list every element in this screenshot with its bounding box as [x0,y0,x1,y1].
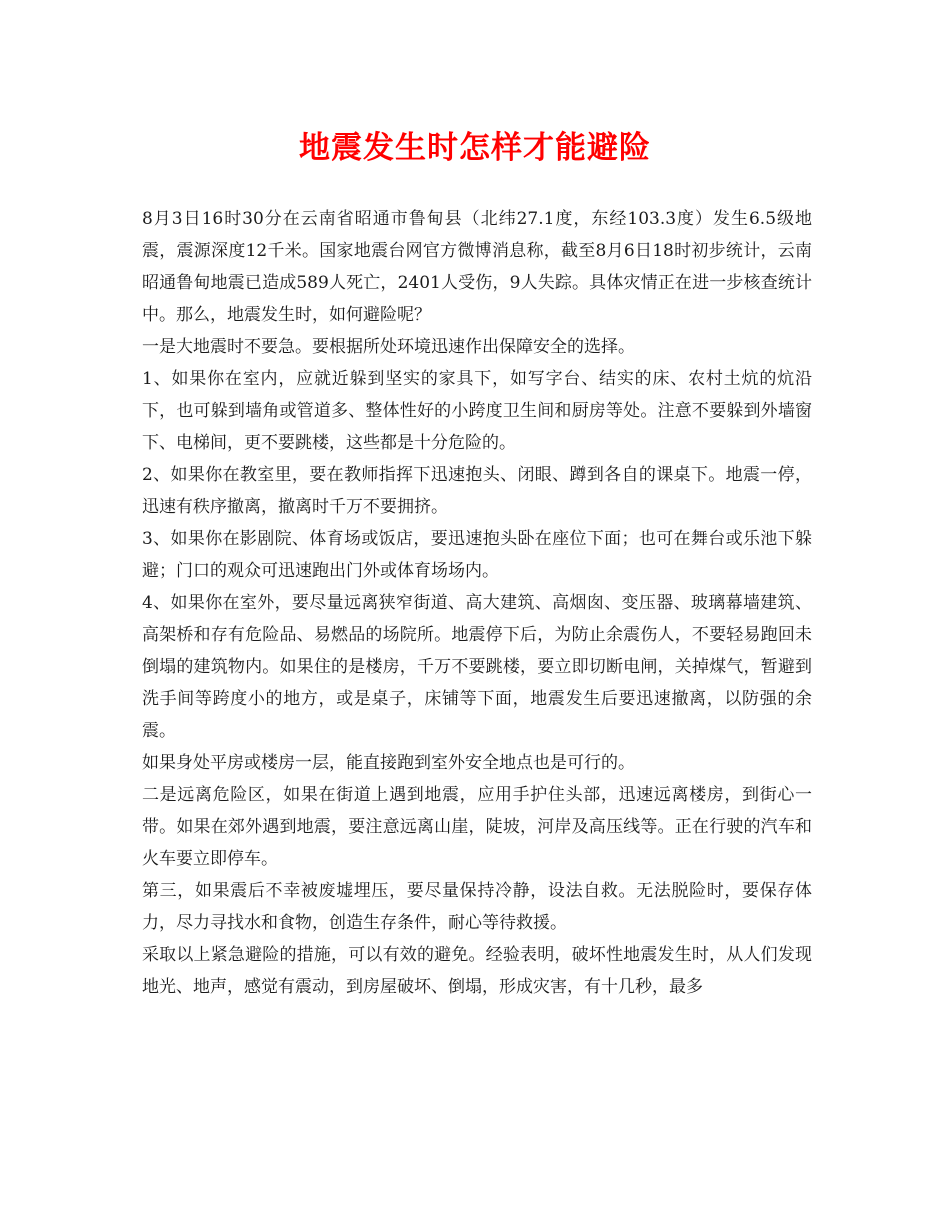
paragraph-indoor: 1、如果你在室内，应就近躲到坚实的家具下，如写字台、结实的床、农村土炕的炕沿下，也可躲到墙角或管道多、整体性好的小跨度卫生间和厨房等处。注意不要躲到外墙窗下、电梯间，更不要跳楼，这些都是十分危险的。 [142,369,812,453]
document-title: 地震发生时怎样才能避险 [299,130,651,166]
paragraph-classroom: 2、如果你在教室里，要在教师指挥下迅速抱头、闭眼、蹲到各自的课桌下。地震一停，迅速有秩序撤离，撤离时千万不要拥挤。 [142,465,812,517]
paragraph-conclusion: 采取以上紧急避险的措施，可以有效的避免。经验表明，破坏性地震发生时，从人们发现地光、地声，感觉有震动，到房屋破坏、倒塌，形成灾害，有十几秒，最多 [142,945,812,997]
document-body [142,203,812,1003]
paragraph-outdoor: 4、如果你在室外，要尽量远离狭窄街道、高大建筑、高烟囱、变压器、玻璃幕墙建筑、高架桥和存有危险品、易燃品的场院所。地震停下后，为防止余震伤人，不要轻易跑回未倒塌的建筑物内。如果住的是楼房，千万不要跳楼，要立即切断电闸，关掉煤气，暂避到洗手间等跨度小的地方，或是桌子，床铺等下面，地震发生后要迅速撤离，以防强的余震。 [142,593,812,741]
paragraph-point-two: 二是远离危险区，如果在街道上遇到地震，应用手护住头部，迅速远离楼房，到街心一带。如果在郊外遇到地震，要注意远离山崖，陡坡，河岸及高压线等。正在行驶的汽车和火车要立即停车。 [142,785,812,869]
paragraph-ground-floor: 如果身处平房或楼房一层，能直接跑到室外安全地点也是可行的。 [142,753,635,773]
paragraph-point-one: 一是大地震时不要急。要根据所处环境迅速作出保障安全的选择。 [142,337,635,357]
paragraph-point-three: 第三，如果震后不幸被废墟埋压，要尽量保持冷静，设法自救。无法脱险时，要保存体力，尽力寻找水和食物，创造生存条件，耐心等待救援。 [142,881,812,933]
paragraph-intro: 8月3日16时30分在云南省昭通市鲁甸县（北纬27.1度，东经103.3度）发生6.5级地震，震源深度12千米。国家地震台网官方微博消息称，截至8月6日18时初步统计，云南昭通鲁甸地震已造成589人死亡，2401人受伤，9人失踪。具体灾情正在进一步核查统计中。那么，地震发生时，如何避险呢？ [142,209,812,325]
paragraph-theater: 3、如果你在影剧院、体育场或饭店，要迅速抱头卧在座位下面；也可在舞台或乐池下躲避；门口的观众可迅速跑出门外或体育场场内。 [142,529,812,581]
